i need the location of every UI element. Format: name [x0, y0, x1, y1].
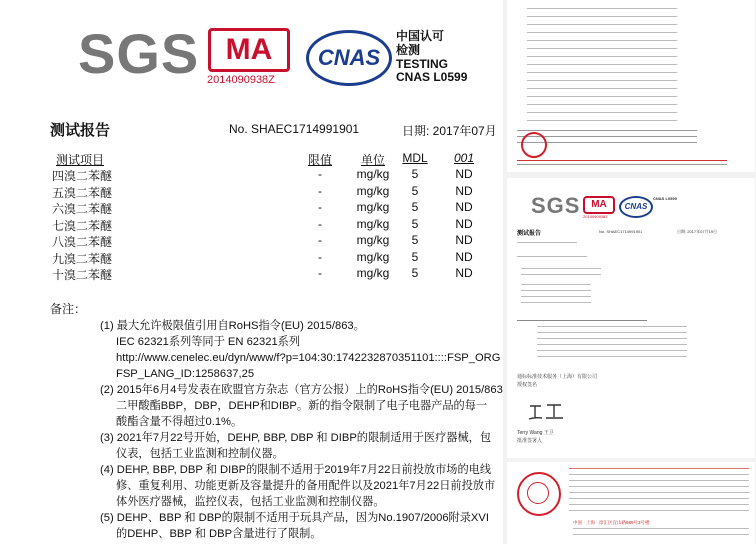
thumb-sgs-logo: SGS — [531, 193, 581, 218]
note-line: 二甲酸酯BBP，DBP，DEHP和DIBP。新的指令限制了电子电器产品的每一 — [116, 400, 488, 412]
cma-logo: MA — [208, 28, 290, 72]
header-limit: 限值 — [307, 153, 332, 167]
row-mdl: 5 — [411, 266, 419, 280]
thumb-signer-title: 批准签署人 — [517, 438, 543, 444]
thumb-cma-number: 2014090938Z — [583, 214, 608, 219]
row-unit: mg/kg — [356, 249, 390, 264]
cma-number: 2014090938Z — [207, 74, 275, 86]
cnas-logo: CNAS — [306, 30, 392, 86]
signature-icon — [527, 400, 567, 424]
row-item: 九溴二苯醚 — [52, 251, 113, 266]
row-result: ND — [455, 249, 473, 264]
row-unit: mg/kg — [356, 183, 390, 198]
row-limit: - — [318, 266, 322, 280]
row-mdl: 5 — [411, 183, 419, 198]
row-result: ND — [455, 200, 473, 214]
thumb-company-sub: 授权签名 — [517, 382, 538, 388]
row-mdl: 5 — [411, 249, 419, 264]
cnas-cn-line2: 检测 — [396, 42, 421, 57]
row-item: 四溴二苯醚 — [52, 169, 113, 183]
thumb-title: 测试报告 — [517, 231, 542, 237]
header-result: 001 — [453, 151, 475, 165]
header-item: 测试项目 — [56, 153, 105, 167]
table-row — [0, 200, 503, 217]
table-row — [0, 217, 503, 234]
note-line: 修、重复利用、功能更新及容量提升的备用配件以及2021年7月22日前投放市 — [116, 480, 496, 492]
thumb-cnas-logo: CNAS — [619, 196, 653, 218]
row-result: ND — [455, 183, 473, 198]
row-result: ND — [455, 233, 473, 247]
thumb-cnas-text: CNAS L0599 — [653, 196, 677, 201]
report-number: No. SHAEC1714991901 — [229, 122, 360, 136]
table-row — [0, 266, 503, 283]
row-unit: mg/kg — [356, 233, 390, 247]
row-result: ND — [455, 266, 473, 280]
row-unit: mg/kg — [356, 266, 390, 280]
row-item: 五溴二苯醚 — [52, 185, 113, 200]
table-header — [0, 151, 503, 167]
row-limit: - — [318, 167, 322, 181]
note-line: 仪表，包括工业监测和控制仪器。 — [116, 448, 284, 460]
row-unit: mg/kg — [356, 167, 390, 181]
row-mdl: 5 — [411, 200, 419, 214]
note-line: IEC 62321系列等同于 EN 62321系列 — [116, 336, 301, 348]
note-line: 的DEHP、BBP 和 DBP含量进行了限制。 — [116, 528, 322, 540]
thumbnail-page-table[interactable] — [507, 0, 755, 172]
table-row — [0, 184, 503, 201]
table-row — [0, 167, 503, 184]
note-line: (1) 最大允许极限值引用自RoHS指令(EU) 2015/863。 — [100, 320, 365, 332]
note-line: (4) DEHP, BBP, DBP 和 DIBP的限制不适用于2019年7月22日前投放市场的电线 — [100, 464, 492, 476]
result-table — [0, 167, 503, 283]
thumb-number: No. SHAEC1714991901 — [599, 229, 643, 234]
row-item: 七溴二苯醚 — [52, 218, 113, 233]
thumb-footer-address: 中国 · 上海 · 徐汇区宜山路889号3号楼 — [573, 520, 650, 525]
note-link[interactable]: http://www.cenelec.eu/dyn/www/f?p=104:30:1742232870351101::::FSP_ORG — [116, 352, 501, 364]
note-line: 酸酯含量不得超过0.1%。 — [116, 416, 243, 428]
row-unit: mg/kg — [356, 200, 390, 214]
thumbnail-column — [503, 0, 756, 544]
note-line: (5) DEHP、BBP 和 DBP的限制不适用于玩具产品，因为No.1907/2006附录XVI — [100, 512, 489, 524]
cnas-testing: TESTING — [396, 56, 449, 71]
row-limit: - — [318, 183, 322, 198]
report-title: 测试报告 — [50, 122, 111, 139]
thumb-cma-logo: MA — [583, 196, 615, 214]
sgs-logo: SGS — [78, 22, 200, 85]
row-limit: - — [318, 216, 322, 231]
report-date: 日期: 2017年07月 — [402, 124, 497, 138]
thumb-company: 通标标准技术服务（上海）有限公司 — [517, 374, 598, 380]
row-mdl: 5 — [411, 233, 419, 247]
row-item: 六溴二苯醚 — [52, 202, 113, 216]
seal-icon — [521, 132, 547, 158]
row-mdl: 5 — [411, 167, 419, 181]
note-line: FSP_LANG_ID:1258637,25 — [116, 368, 255, 380]
thumbnail-page-terms[interactable] — [507, 462, 755, 544]
thumbnail-page-signature[interactable] — [507, 178, 755, 458]
header-unit: 单位 — [360, 153, 385, 167]
table-row — [0, 233, 503, 250]
row-result: ND — [455, 216, 473, 231]
row-result: ND — [455, 167, 473, 181]
note-line: (2) 2015年6月4号发表在欧盟官方杂志（官方公报）上的RoHS指令(EU) 2015/863 — [100, 384, 503, 396]
row-limit: - — [318, 200, 322, 214]
table-row — [0, 250, 503, 267]
notes-label: 备注： — [50, 302, 87, 316]
thumb-date: 日期: 2017年07月19日 — [677, 229, 718, 234]
thumb-signer-name: Terry Wang 王卫 — [517, 430, 554, 436]
row-limit: - — [318, 233, 322, 247]
row-unit: mg/kg — [356, 216, 390, 231]
cnas-text-block — [396, 30, 467, 85]
row-mdl: 5 — [411, 216, 419, 231]
row-item: 十溴二苯醚 — [52, 268, 113, 282]
header-mdl: MDL — [402, 151, 428, 165]
cnas-cn-line1: 中国认可 — [396, 29, 445, 43]
row-item: 八溴二苯醚 — [52, 235, 113, 249]
row-limit: - — [318, 249, 322, 264]
seal-inner-ring — [527, 482, 549, 504]
note-line: (3) 2021年7月22号开始，DEHP, BBP, DBP 和 DIBP的限制适用于医疗器械，包 — [100, 432, 492, 444]
cnas-number: CNAS L0599 — [396, 70, 468, 85]
note-line: 体外医疗器械，监控仪表，包括工业监测和控制仪器。 — [116, 496, 385, 508]
